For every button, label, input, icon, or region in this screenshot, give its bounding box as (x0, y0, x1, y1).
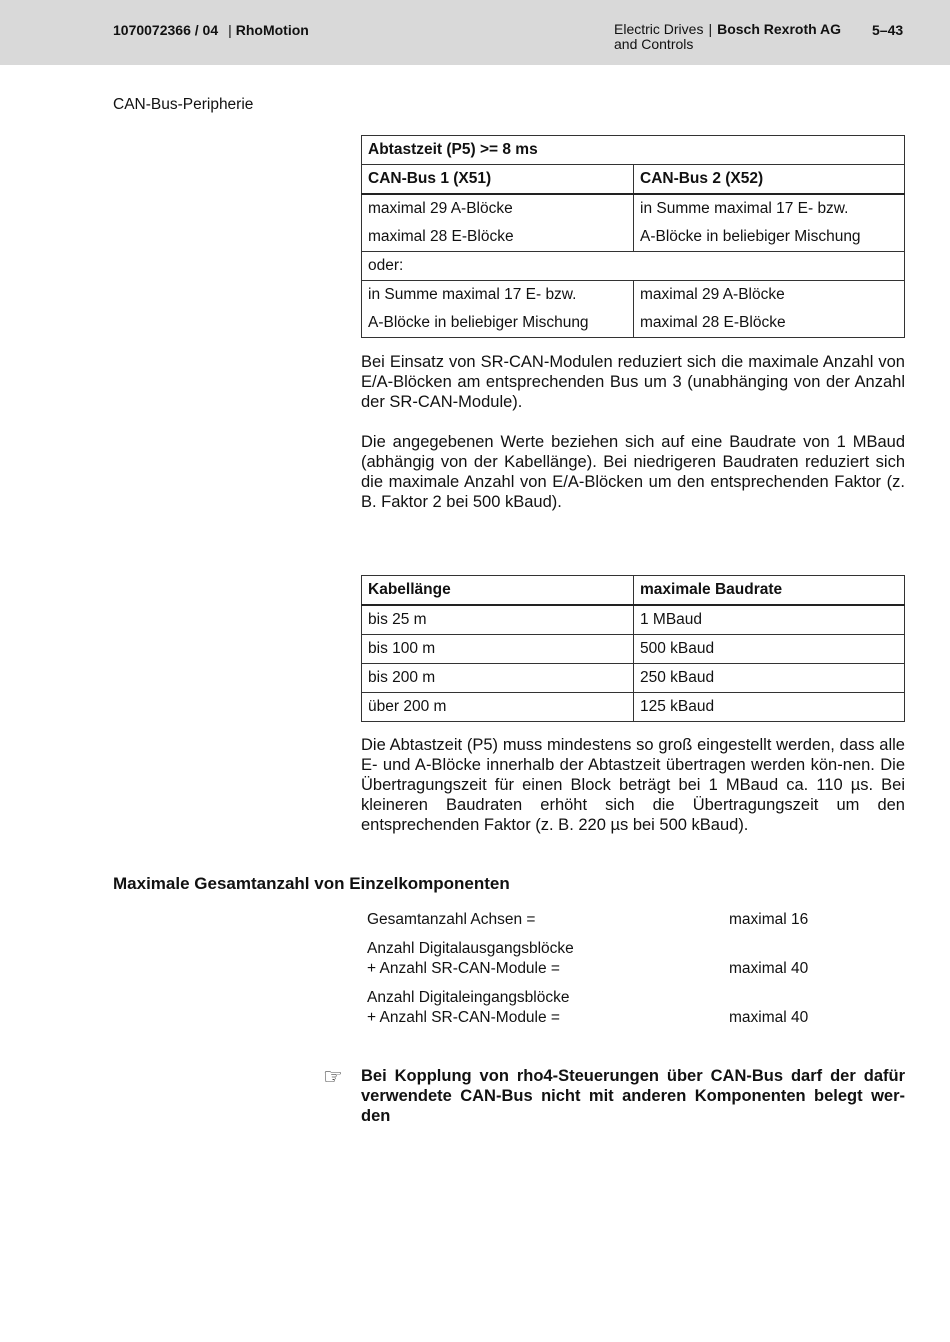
axes-value: maximal 16 (729, 911, 809, 928)
output-label-line1: Anzahl Digitalausgangsblöcke (367, 940, 574, 957)
input-blocks-label (367, 988, 570, 1028)
pointing-hand-icon: ☞ (323, 1064, 343, 1089)
table-cell: bis 25 m (362, 605, 634, 635)
page-number: 5–43 (872, 22, 904, 38)
note-text: Bei Kopplung von rho4-Steuerungen über CAN-Bus darf der dafür verwendete CAN-Bus nicht mit anderen Komponenten belegt wer-den (361, 1067, 905, 1125)
output-blocks-label (367, 939, 574, 979)
doc-number: 1070072366 / 04 (113, 22, 219, 38)
can-bus-limits-table (361, 135, 905, 338)
axes-label: Gesamtanzahl Achsen = (367, 911, 536, 928)
table-cell: maximal 28 E-Blöcke (634, 309, 905, 338)
table-cell: bis 100 m (362, 635, 634, 664)
company-name: Bosch Rexroth AG (717, 21, 842, 37)
table-cell: maximal 29 A-Blöcke (634, 281, 905, 310)
table-row (362, 223, 905, 252)
table2-col2-header: maximale Baudrate (634, 576, 905, 606)
output-label-line2: + Anzahl SR-CAN-Module = (367, 960, 560, 977)
header-left: 1070072366 / 04 | RhoMotion (113, 22, 309, 38)
output-blocks-value: maximal 40 (729, 960, 809, 977)
table-row (362, 309, 905, 338)
table1-col2-header: CAN-Bus 2 (X52) (634, 165, 905, 195)
header-right: Electric Drives | Bosch Rexroth AG and Controls (614, 21, 842, 52)
paragraph-sample-time: Die Abtastzeit (P5) muss mindestens so groß eingestellt werden, dass alle E- und A-Blöcke innerhalb der Abtastzeit übertragen werden kön-nen. Die Übertragungszeit für einen Block beträgt bei 1 MBaud ca. 110 µs. Bei kleineren Baudraten erhöht sich die Übertragungszeit um den entsprechenden Faktor (z. B. 220 µs bei 500 kBaud). (361, 736, 905, 834)
input-blocks-value: maximal 40 (729, 1009, 809, 1026)
section-title: Maximale Gesamtanzahl von Einzelkomponenten (113, 874, 510, 893)
table-cell: bis 200 m (362, 664, 634, 693)
table-cell: 125 kBaud (634, 693, 905, 722)
table-cell: 500 kBaud (634, 635, 905, 664)
input-label-line2: + Anzahl SR-CAN-Module = (367, 1009, 560, 1026)
table-cell: A-Blöcke in beliebiger Mischung (634, 223, 905, 252)
input-label-line1: Anzahl Digitaleingangsblöcke (367, 989, 570, 1006)
table-row (362, 194, 905, 223)
paragraph-baudrate: Die angegebenen Werte beziehen sich auf eine Baudrate von 1 MBaud (abhängig von der Kabellänge). Bei niedrigeren Baudraten reduziert sich die maximale Anzahl von E/A-Blöcken um den entsprechenden Faktor (z. B. Faktor 2 bei 500 kBaud). (361, 433, 905, 511)
table2-col1-header: Kabellänge (362, 576, 634, 606)
table-cell: maximal 29 A-Blöcke (362, 194, 634, 223)
table1-title: Abtastzeit (P5) >= 8 ms (362, 136, 905, 165)
table-row (362, 252, 905, 281)
table1-or-row: oder: (362, 252, 905, 281)
table-cell: über 200 m (362, 693, 634, 722)
table-cell: 250 kBaud (634, 664, 905, 693)
table-row (362, 605, 905, 635)
page-header (0, 0, 950, 65)
table-row (362, 635, 905, 664)
table1-col1-header: CAN-Bus 1 (X51) (362, 165, 634, 195)
cable-length-table (361, 575, 905, 722)
paragraph-sr-can: Bei Einsatz von SR-CAN-Modulen reduziert sich die maximale Anzahl von E/A-Blöcken am entsprechenden Bus um 3 (unabhänging von der Anzahl der SR-CAN-Module). (361, 353, 905, 411)
product-name: RhoMotion (235, 22, 309, 38)
side-label: CAN-Bus-Peripherie (113, 96, 254, 113)
table-cell: 1 MBaud (634, 605, 905, 635)
table-row (362, 281, 905, 310)
division-line1: Electric Drives (614, 21, 704, 37)
table-cell: A-Blöcke in beliebiger Mischung (362, 309, 634, 338)
division-line2: and Controls (614, 36, 694, 52)
table-row (362, 664, 905, 693)
table-row (362, 693, 905, 722)
table-cell: maximal 28 E-Blöcke (362, 223, 634, 252)
table-cell: in Summe maximal 17 E- bzw. (362, 281, 634, 310)
table-cell: in Summe maximal 17 E- bzw. (634, 194, 905, 223)
